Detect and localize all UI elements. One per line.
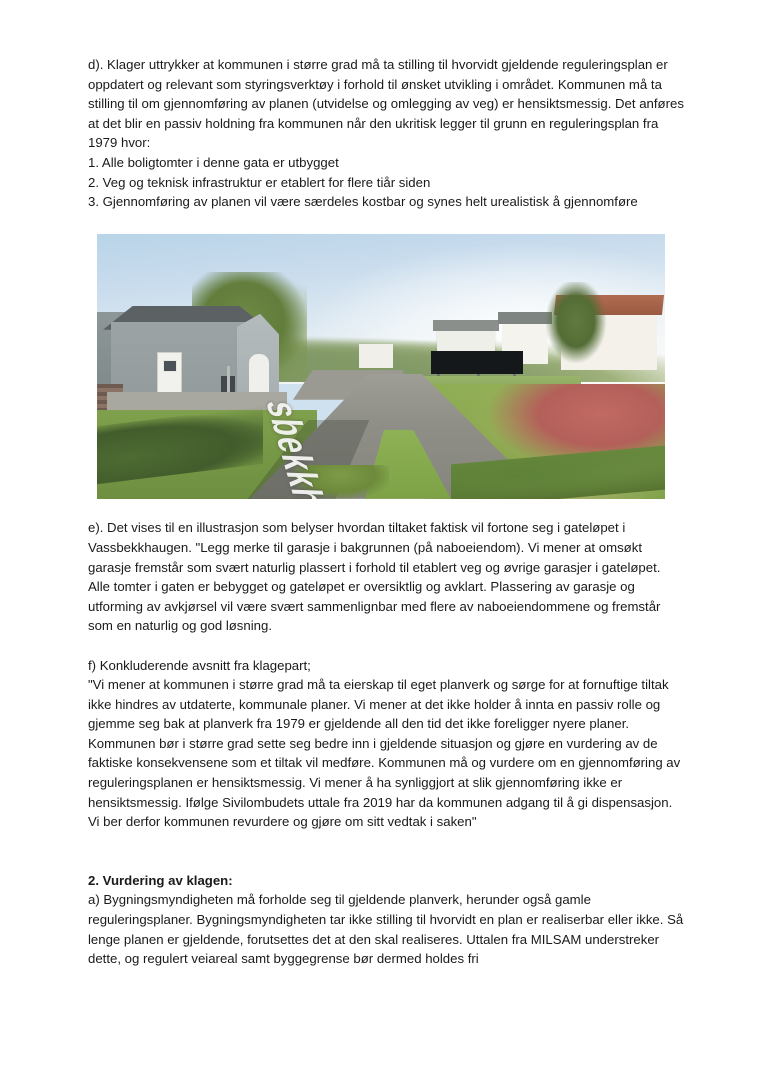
list-item-1: 1. Alle boligtomter i denne gata er utbygget — [88, 154, 339, 170]
paragraph-d: d). Klager uttrykker at kommunen i større grad må ta stilling til hvorvidt gjeldende reguleringsplan er oppdatert og relevant som styringsverktøy i forhold til ønsket utvikling i området. Kommunen må ta stilling til om gjennomføring av planen (utvidelse og omlegging av veg) er hensiktsmessig. Det anføres at det blir en passiv holdning fra kommunen når den ukritisk legger til grunn en reguleringsplan fra 1979 hvor: — [88, 57, 684, 151]
photo-canvas — [97, 234, 665, 499]
street-view-photo — [97, 234, 665, 499]
document-body — [88, 55, 684, 969]
list-item-2: 2. Veg og teknisk infrastruktur er etablert for flere tiår siden — [88, 174, 431, 190]
conifer-tree — [545, 282, 607, 364]
section-2-paragraph-a: a) Bygningsmyndigheten må forholde seg til gjeldende planverk, herunder også gamle reguleringsplaner. Bygningsmyndigheten tar ikke stilling til hvorvidt en plan er realiserbar eller ikke. Så lenge planen er gjeldende, forutsettes det at den skal realiseres. Uttalen fra MILSAM understreker dette, og regulert veiareal samt byggegrense bør dermed holdes fri — [88, 892, 684, 967]
list-item-3: 3. Gjennomføring av planen vil være særdeles kostbar og synes helt urealistisk å gjennomføre — [88, 194, 638, 210]
paragraph-f-heading: f) Konkluderende avsnitt fra klagepart; — [88, 657, 311, 673]
paragraph-f-quote: "Vi mener at kommunen i større grad må ta eierskap til eget planverk og sørge for at fornuftige tiltak ikke hindres av utdaterte, kommunale planer. Vi mener at det ikke holder å innta en passiv rolle og gjemme seg bak at planverk fra 1979 er gjeldende all den tid det ikke foreligger nyere planer. Kommunen bør i større grad sette seg bedre inn i gjeldende situasjon og gjøre en vurdering av de faktiske konsekvensene som et tiltak vil medføre. Kommunen må og vurdere om en gjennomføring av reguleringsplanen er hensiktsmessig. Vi mener å ha synliggjort at slik gjennomføring ikke er hensiktsmessig. Ifølge Sivilombudets uttale fra 2019 har da kommunen adgang til å gi dispensasjon. Vi ber derfor kommunen revurdere og gjøre om sitt vedtak i saken" — [88, 677, 681, 830]
redaction-bar — [431, 351, 523, 374]
paragraph-e: e). Det vises til en illustrasjon som belyser hvordan tiltaket faktisk vil fortone seg i gateløpet i Vassbekkhaugen. "Legg merke til garasje i bakgrunnen (på naboeiendom). Vi mener at omsøkt garasje fremstår som svært naturlig plassert i forhold til etablert veg og øvrige garasjer i gateløpet. Alle tomter i gaten er bebygget og gateløpet er oversiktlig og avklart. Plassering av garasje og utforming av avkjørsel vil være svært sammenlignbar med flere av naboeiendommene og fremstår som en naturlig og god løsning. — [88, 520, 661, 634]
mid-house-white — [359, 344, 393, 368]
section-2-heading: 2. Vurdering av klagen: — [88, 872, 233, 888]
